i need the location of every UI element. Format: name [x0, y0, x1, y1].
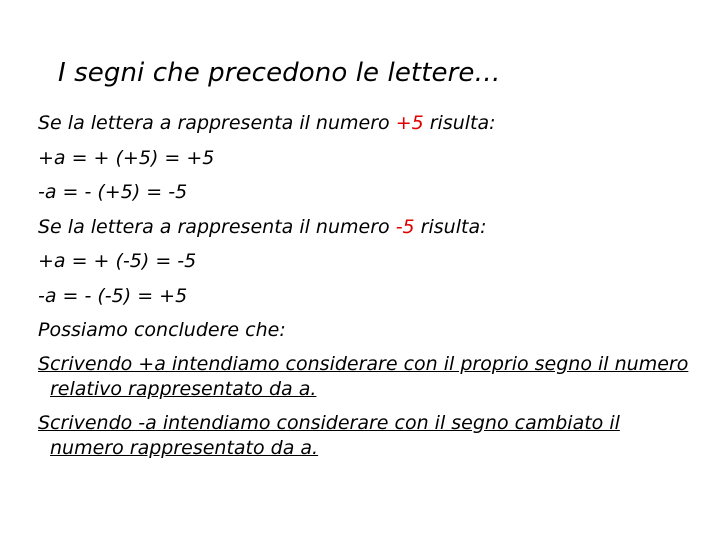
case-positive-line — [38, 106, 698, 141]
highlight-positive-five: +5 — [395, 112, 424, 134]
equation-plus-a-positive: +a = + (+5) = +5 — [38, 146, 215, 169]
conclusion-plus-a: Scrivendo +a intendiamo considerare con il proprio segno il numero relativo rappresentato da a. — [38, 352, 689, 400]
slide-title: I segni che precedono le lettere… — [58, 58, 501, 88]
case-positive-prefix: Se la lettera a rappresenta il numero — [38, 112, 396, 134]
highlight-negative-five: -5 — [395, 215, 415, 238]
slide-body — [38, 106, 698, 461]
equation-minus-a-negative: -a = - (-5) = +5 — [38, 284, 188, 307]
case-negative-suffix: risulta: — [414, 215, 487, 238]
equation-plus-a-negative: +a = + (-5) = -5 — [38, 250, 197, 272]
case-negative-line — [38, 210, 698, 245]
conclusion-intro: Possiamo concludere che: — [38, 319, 286, 341]
case-negative-prefix: Se la lettera a rappresenta il numero — [38, 215, 396, 238]
case-positive-suffix: risulta: — [423, 112, 496, 134]
conclusion-minus-a: Scrivendo -a intendiamo considerare con il segno cambiato il numero rappresentato da a. — [38, 411, 620, 459]
equation-minus-a-positive: -a = - (+5) = -5 — [38, 181, 188, 203]
